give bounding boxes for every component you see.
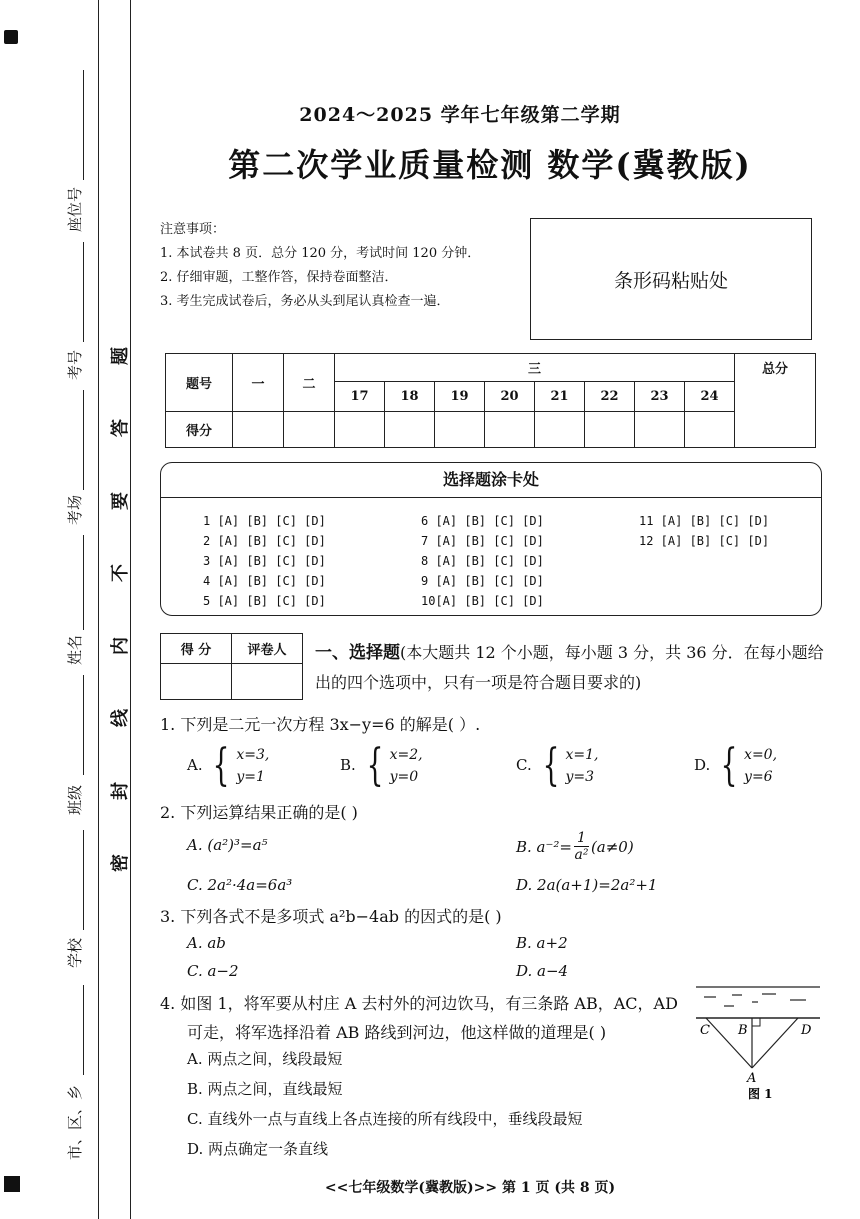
score-cell[interactable]	[233, 412, 284, 448]
eq-row: y=1	[236, 769, 265, 785]
barcode-area: 条形码粘贴处	[530, 218, 812, 340]
option-label: B.	[340, 756, 356, 774]
q4-option-a[interactable]: A. 两点之间，线段最短	[187, 1050, 343, 1068]
answer-column-1[interactable]: 1 [A] [B] [C] [D] 2 [A] [B] [C] [D] 3 [A] [B] [C] [D] 4 [A] [B] [C] [D] 5 [A] [B] [C] [D]	[203, 514, 326, 608]
score-cell[interactable]	[585, 412, 635, 448]
side-field-exam-no: 考号	[66, 349, 84, 380]
score-question-num: 17	[335, 382, 385, 412]
q2-option-c[interactable]: C. 2a²·4a=6a³	[187, 876, 293, 894]
section-1-title: 一、选择题	[315, 643, 400, 663]
label-a: A	[747, 1071, 757, 1086]
exam-term: 2024～2025 学年七年级第二学期	[299, 104, 621, 126]
grader-reviewer-label: 评卷人	[232, 634, 303, 664]
eq-row: y=6	[744, 769, 773, 785]
question-2-stem: 2. 下列运算结果正确的是( )	[160, 803, 358, 822]
fraction-den: a²	[574, 847, 589, 863]
side-line-region	[83, 985, 84, 1075]
score-part1: 一	[233, 354, 284, 412]
water-dashes	[704, 994, 806, 1006]
score-question-num: 20	[485, 382, 535, 412]
score-table	[165, 353, 816, 448]
fraction	[574, 830, 589, 863]
seal-char: 不	[110, 564, 131, 582]
score-part2: 二	[284, 354, 335, 412]
label-c: C	[700, 1023, 710, 1038]
eq-row: y=0	[389, 769, 419, 785]
eq-row: x=2,	[389, 747, 423, 763]
q3-option-c[interactable]: C. a−2	[187, 962, 239, 980]
exam-title: 第二次学业质量检测 数学(冀教版)	[228, 146, 752, 184]
side-field-region: 市、区、乡	[66, 1084, 84, 1160]
answer-card-title: 选择题涂卡处	[161, 463, 821, 498]
answer-column-3[interactable]: 11 [A] [B] [C] [D] 12 [A] [B] [C] [D]	[639, 514, 770, 548]
figure-1	[694, 982, 824, 1102]
q2-option-d[interactable]: D. 2a(a+1)=2a²+1	[516, 876, 658, 894]
question-3-stem: 3. 下列各式不是多项式 a²b−4ab 的因式的是( )	[160, 907, 502, 926]
notes-heading: 注意事项：	[160, 222, 226, 237]
score-cell[interactable]	[335, 412, 385, 448]
option-label: A.	[187, 756, 203, 774]
score-cell[interactable]	[685, 412, 735, 448]
score-total-cell[interactable]	[735, 382, 816, 448]
seal-char: 线	[110, 709, 131, 727]
side-field-exam-room: 考场	[66, 494, 84, 525]
eq-row: y=3	[565, 769, 595, 785]
side-field-class: 班级	[66, 784, 84, 815]
seal-char: 封	[110, 782, 131, 800]
score-total: 总分	[735, 354, 816, 382]
option-text: B. a⁻²=	[516, 837, 573, 856]
side-field-school: 学校	[66, 937, 84, 968]
seal-char: 答	[110, 419, 131, 437]
score-cell[interactable]	[385, 412, 435, 448]
q4-option-d[interactable]: D. 两点确定一条直线	[187, 1140, 329, 1158]
q1-option-a[interactable]: A. { x=3, y=1	[187, 740, 270, 791]
side-field-name: 姓名	[66, 634, 84, 665]
right-angle-mark	[752, 1018, 760, 1026]
side-line-exam-no	[83, 242, 84, 342]
q4-option-b[interactable]: B. 两点之间，直线最短	[187, 1080, 343, 1098]
seal-char: 要	[110, 492, 131, 510]
question-4-stem-line2: 可走，将军选择沿着 AB 路线到河边，他这样做的道理是( )	[187, 1023, 607, 1042]
side-line-name	[83, 535, 84, 630]
seal-char: 密	[110, 854, 131, 872]
label-d: D	[801, 1023, 812, 1038]
section-1-desc: (本大题共 12 个小题，每小题 3 分，共 36 分．在每小题给出的四个选项中，只有一项是符合题目要求的)	[315, 643, 824, 692]
option-label: D.	[694, 756, 711, 774]
page-footer: <<七年级数学(冀教版)>> 第 1 页 (共 8 页)	[324, 1180, 616, 1196]
label-b: B	[738, 1023, 748, 1038]
grader-table	[160, 633, 303, 700]
q3-option-b[interactable]: B. a+2	[516, 934, 568, 952]
eq-row: x=1,	[565, 747, 599, 763]
side-line-exam-room	[83, 390, 84, 490]
side-field-seat: 座位号	[66, 186, 84, 232]
score-cell[interactable]	[435, 412, 485, 448]
side-line-school	[83, 830, 84, 930]
grader-score-cell[interactable]	[161, 664, 232, 700]
side-line-class	[83, 675, 84, 775]
score-label-num: 题号	[166, 354, 233, 412]
score-question-num: 19	[435, 382, 485, 412]
score-question-num: 22	[585, 382, 635, 412]
score-question-num: 24	[685, 382, 735, 412]
notes-item: 3. 考生完成试卷后，务必从头到尾认真检查一遍．	[160, 294, 450, 309]
score-cell[interactable]	[284, 412, 335, 448]
corner-mark-top	[4, 30, 18, 44]
score-part3: 三	[335, 354, 735, 382]
q1-option-d[interactable]: D. { x=0, y=6	[694, 740, 778, 791]
seal-char: 内	[110, 637, 131, 655]
score-cell[interactable]	[635, 412, 685, 448]
option-text: (a≠0)	[590, 837, 634, 856]
option-label: C.	[516, 756, 532, 774]
score-question-num: 23	[635, 382, 685, 412]
q1-option-c[interactable]: C. { x=1, y=3	[516, 740, 599, 791]
score-label-score: 得分	[166, 412, 233, 448]
score-question-num: 21	[535, 382, 585, 412]
grader-score-label: 得 分	[161, 634, 232, 664]
eq-row: x=3,	[236, 747, 270, 763]
question-4-stem-line1: 4. 如图 1，将军要从村庄 A 去村外的河边饮马，有三条路 AB，AC，AD	[160, 994, 678, 1013]
question-1-stem: 1. 下列是二元一次方程 3x−y=6 的解是( ）.	[160, 715, 481, 734]
fraction-num: 1	[574, 830, 589, 847]
figure-caption: 图 1	[748, 1087, 773, 1101]
score-cell[interactable]	[485, 412, 535, 448]
notes-item: 1. 本试卷共 8 页．总分 120 分，考试时间 120 分钟．	[160, 246, 481, 261]
grader-reviewer-cell[interactable]	[232, 664, 303, 700]
q2-option-a[interactable]: A. (a²)³=a⁵	[187, 836, 268, 854]
score-question-num: 18	[385, 382, 435, 412]
answer-column-2[interactable]: 6 [A] [B] [C] [D] 7 [A] [B] [C] [D] 8 [A] [B] [C] [D] 9 [A] [B] [C] [D] 10[A] [B] [C] [D]	[421, 514, 544, 608]
q3-option-a[interactable]: A. ab	[187, 934, 226, 952]
q1-option-b[interactable]: B. { x=2, y=0	[340, 740, 423, 791]
seal-char: 题	[110, 347, 131, 365]
section-1-heading	[315, 638, 825, 698]
q2-option-b[interactable]	[516, 830, 634, 863]
notes-item: 2. 仔细审题，工整作答，保持卷面整洁．	[160, 270, 398, 285]
q4-option-c[interactable]: C. 直线外一点与直线上各点连接的所有线段中，垂线段最短	[187, 1110, 583, 1128]
score-cell[interactable]	[535, 412, 585, 448]
eq-row: x=0,	[744, 747, 778, 763]
q3-option-d[interactable]: D. a−4	[516, 962, 569, 980]
answer-card	[160, 462, 822, 616]
notes-block	[160, 218, 480, 314]
